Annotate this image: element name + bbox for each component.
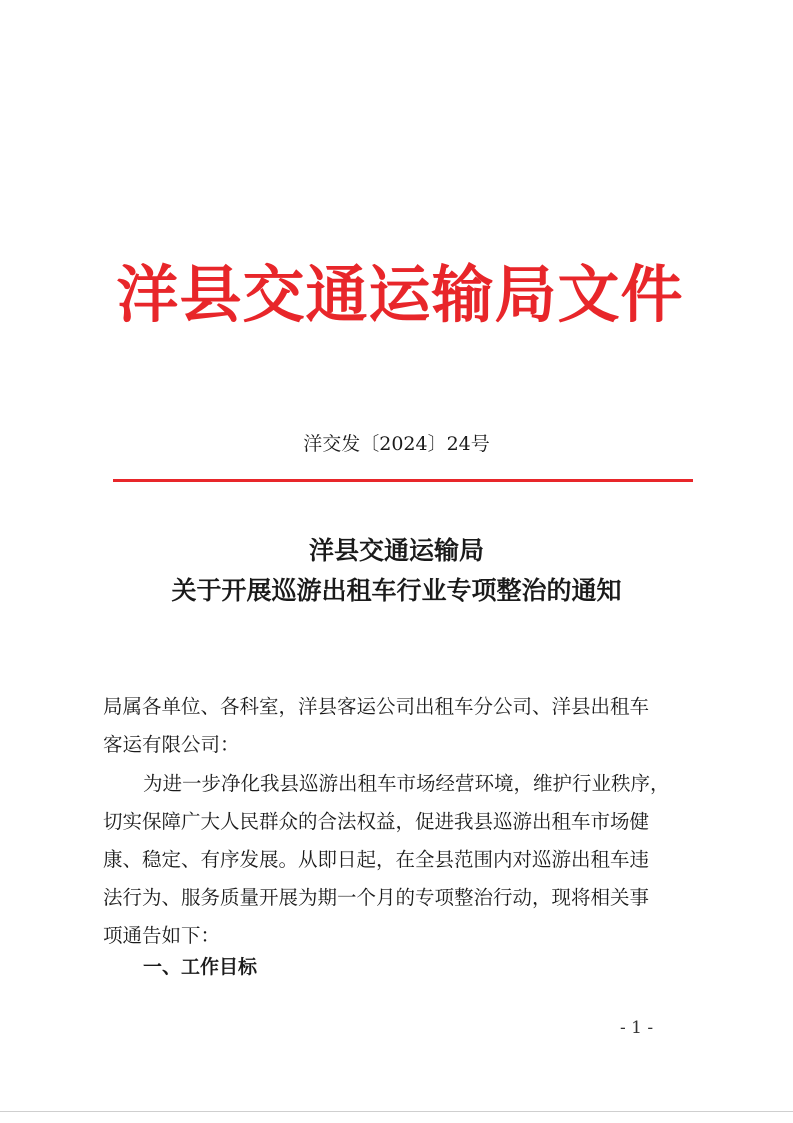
- paragraph-line: 康、稳定、有序发展。从即日起，在全县范围内对巡游出租车违: [103, 848, 650, 871]
- document-number: 洋交发〔2024〕24号: [303, 433, 490, 455]
- document-header-title: 洋县交通运输局文件: [116, 258, 684, 331]
- paragraph-line: 法行为、服务质量开展为期一个月的专项整治行动，现将相关事: [103, 886, 650, 909]
- page-number: - 1 -: [620, 1018, 654, 1038]
- subject-line-2: 关于开展巡游出租车行业专项整治的通知: [171, 576, 622, 605]
- paragraph-line: 项通告如下：: [103, 924, 221, 947]
- paragraph-line: 切实保障广大人民群众的合法权益，促进我县巡游出租车市场健: [103, 810, 650, 833]
- red-divider-line: [113, 479, 693, 482]
- section-heading: 一、工作目标: [143, 956, 258, 978]
- subject-line-1: 洋县交通运输局: [308, 536, 484, 565]
- page-bottom-edge: [0, 1111, 793, 1112]
- addressee-line-1: 局属各单位、各科室，洋县客运公司出租车分公司、洋县出租车: [103, 695, 650, 718]
- paragraph-line: 为进一步净化我县巡游出租车市场经营环境，维护行业秩序，: [143, 772, 670, 795]
- addressee-line-2: 客运有限公司：: [103, 733, 240, 756]
